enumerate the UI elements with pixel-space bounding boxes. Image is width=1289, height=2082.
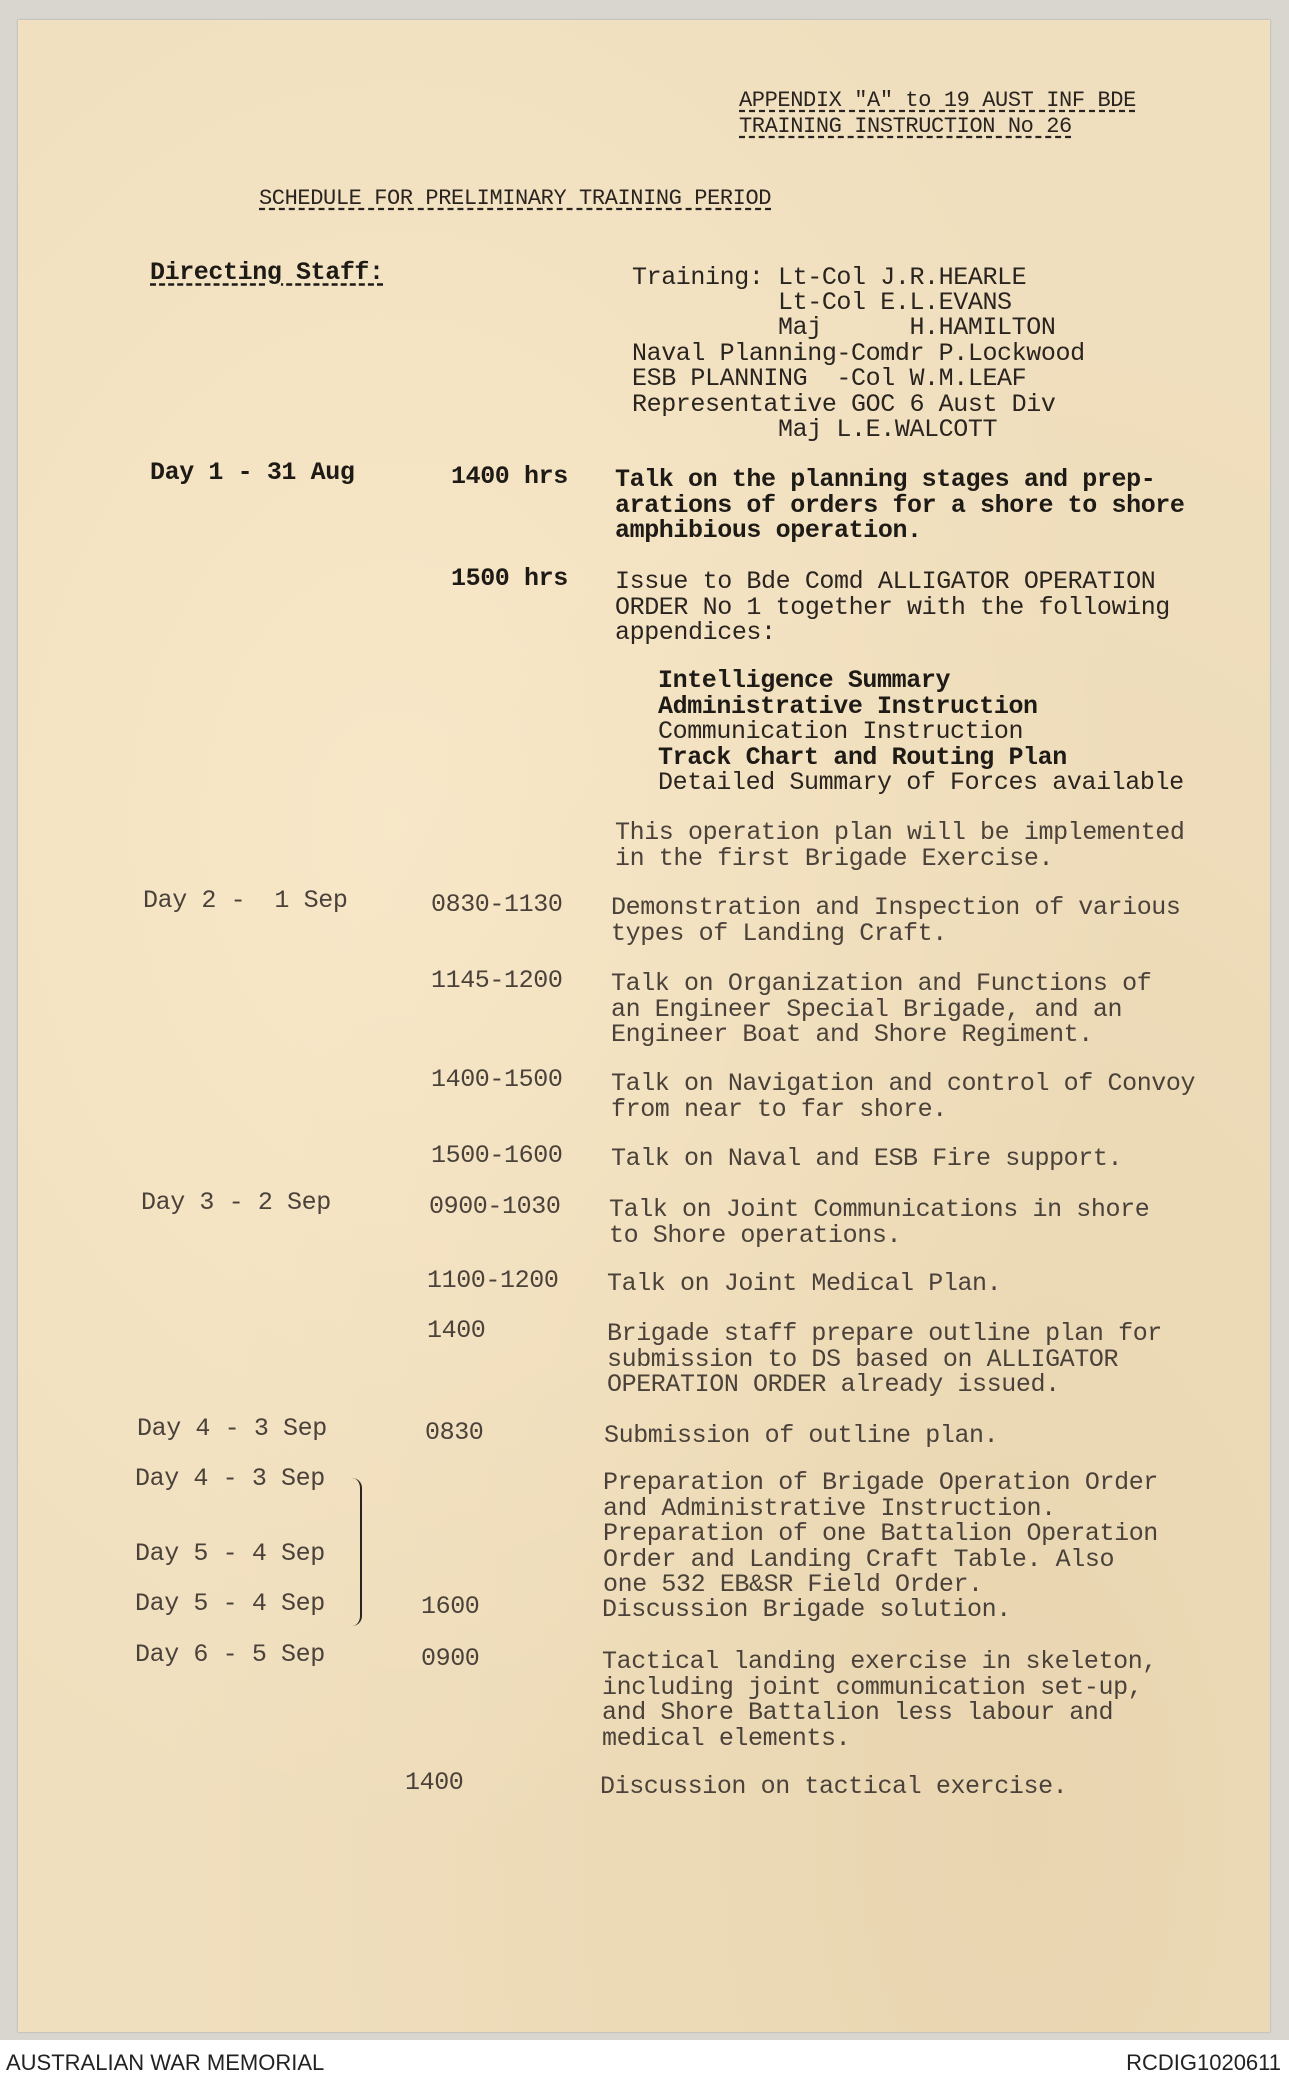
schedule-time: 0900: [421, 1644, 480, 1673]
footer-source: AUSTRALIAN WAR MEMORIAL: [6, 2050, 325, 2075]
schedule-time: 1500 hrs: [451, 564, 568, 593]
schedule-description: Talk on Navigation and control of Convoy from near to far shore.: [611, 1069, 1196, 1124]
staff-line: Naval Planning-Comdr P.Lockwood: [632, 339, 1085, 368]
schedule-description: Demonstration and Inspection of various types of Landing Craft.: [611, 893, 1181, 948]
staff-line: Maj L.E.WALCOTT: [632, 415, 998, 444]
schedule-time: 1145-1200: [431, 966, 563, 995]
schedule-description: Submission of outline plan.: [604, 1421, 999, 1450]
schedule-description: Discussion Brigade solution.: [602, 1595, 1011, 1624]
schedule-day: Day 5 - 4 Sep: [135, 1539, 325, 1568]
schedule-time: 1400: [405, 1768, 464, 1797]
schedule-description: Talk on Naval and ESB Fire support.: [611, 1144, 1123, 1173]
appendix-item: Intelligence Summary: [658, 666, 951, 695]
schedule-description: Talk on Organization and Functions of an Engineer Special Brigade, and an Engineer Boat and Shore Regiment.: [611, 969, 1152, 1049]
schedule-day: Day 5 - 4 Sep: [135, 1589, 325, 1618]
appendix-item: Track Chart and Routing Plan: [658, 743, 1067, 772]
day-range-bracket: [348, 1478, 362, 1626]
schedule-time: 1400: [427, 1316, 486, 1345]
footer-id: RCDIG1020611: [1126, 2050, 1281, 2075]
schedule-description: Talk on Joint Communications in shore to Shore operations.: [609, 1195, 1150, 1250]
appendix-line-1: APPENDIX "A" to 19 AUST INF BDE: [739, 88, 1136, 113]
schedule-time: 0830-1130: [431, 890, 563, 919]
schedule-time: 1600: [421, 1592, 480, 1621]
staff-line: Maj H.HAMILTON: [632, 313, 1056, 342]
footer-bar: [0, 2040, 1289, 2082]
directing-staff-label: Directing Staff:: [150, 258, 384, 287]
schedule-description: Discussion on tactical exercise.: [600, 1772, 1068, 1801]
appendix-item: Communication Instruction: [658, 717, 1024, 746]
staff-line: Lt-Col E.L.EVANS: [632, 288, 1012, 317]
page-title: SCHEDULE FOR PRELIMINARY TRAINING PERIOD: [259, 186, 772, 211]
schedule-description: Tactical landing exercise in skeleton, including joint communication set-up, and Shore Battalion less labour and medical elements.: [602, 1647, 1157, 1753]
appendix-item: Detailed Summary of Forces available: [658, 768, 1184, 797]
schedule-description: Issue to Bde Comd ALLIGATOR OPERATION ORDER No 1 together with the following appendices:: [615, 567, 1170, 647]
staff-line: ESB PLANNING -Col W.M.LEAF: [632, 364, 1027, 393]
schedule-description: Preparation of Brigade Operation Order and Administrative Instruction. Preparation of one Battalion Operation Order and Landing Craft Table. Also one 532 EB&SR Field Order.: [603, 1468, 1158, 1599]
schedule-time: 0830: [425, 1418, 484, 1447]
appendix-line-2: TRAINING INSTRUCTION No 26: [739, 114, 1072, 139]
schedule-day: Day 1 - 31 Aug: [150, 458, 355, 487]
schedule-description: Brigade staff prepare outline plan for submission to DS based on ALLIGATOR OPERATION ORDER already issued.: [607, 1319, 1162, 1399]
staff-line: Training: Lt-Col J.R.HEARLE: [632, 263, 1027, 292]
schedule-time: 1400-1500: [431, 1065, 563, 1094]
schedule-day: Day 6 - 5 Sep: [135, 1640, 325, 1669]
schedule-time: 1500-1600: [431, 1141, 563, 1170]
schedule-day: Day 3 - 2 Sep: [141, 1188, 331, 1217]
schedule-description: Talk on Joint Medical Plan.: [607, 1269, 1002, 1298]
schedule-day: Day 2 - 1 Sep: [143, 886, 348, 915]
schedule-time: 1100-1200: [427, 1266, 559, 1295]
schedule-description: Talk on the planning stages and prep- arations of orders for a shore to shore amphibious operation.: [615, 465, 1185, 545]
appendix-item: Administrative Instruction: [658, 692, 1038, 721]
schedule-time: 1400 hrs: [451, 462, 568, 491]
operation-note: This operation plan will be implemented in the first Brigade Exercise.: [615, 818, 1185, 873]
schedule-day: Day 4 - 3 Sep: [137, 1414, 327, 1443]
schedule-time: 0900-1030: [429, 1192, 561, 1221]
staff-line: Representative GOC 6 Aust Div: [632, 390, 1056, 419]
schedule-day: Day 4 - 3 Sep: [135, 1464, 325, 1493]
